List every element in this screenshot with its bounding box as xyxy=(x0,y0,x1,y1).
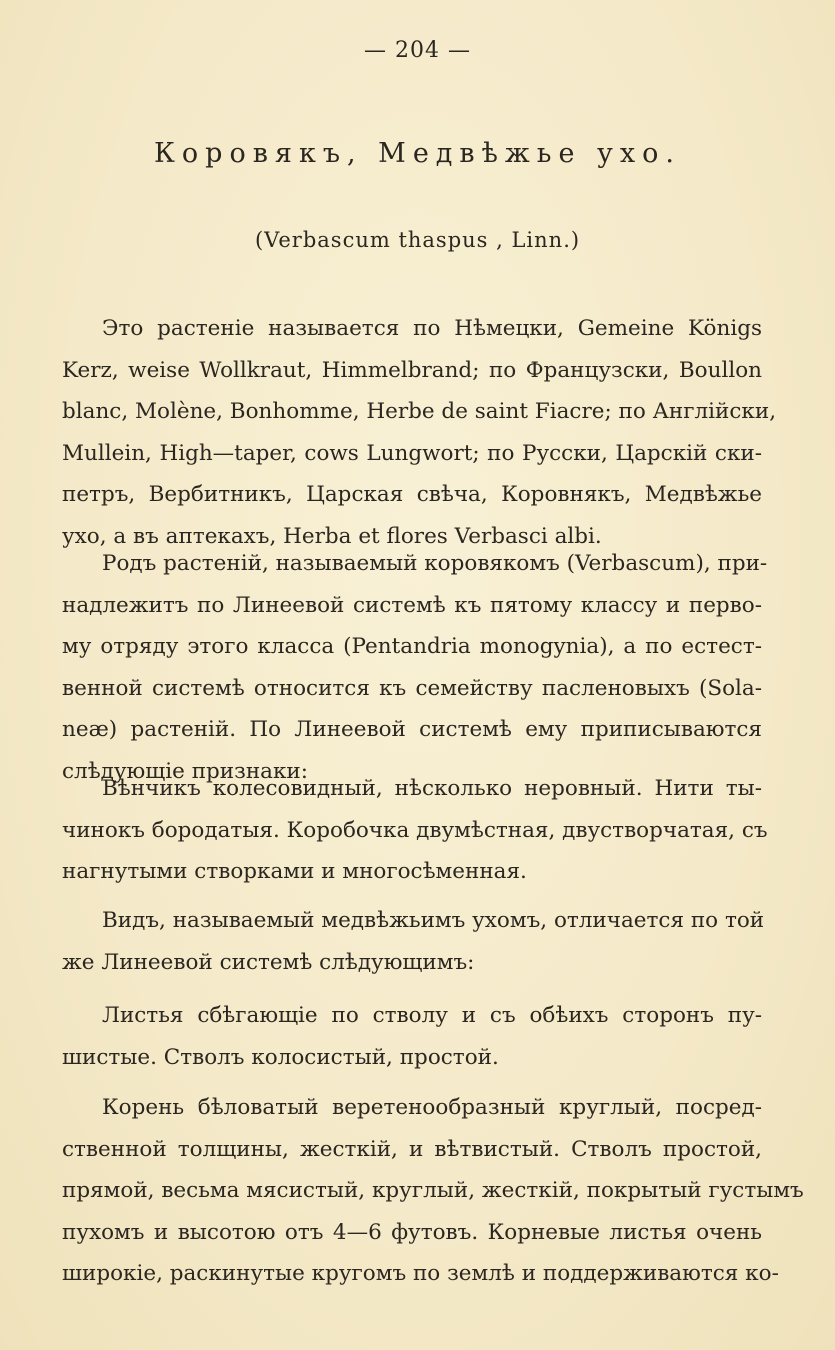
paragraph-species-intro xyxy=(62,900,765,983)
text-line: шистые. Стволъ колосистый, простой. xyxy=(62,1044,499,1070)
text-line: Родъ растеній, называемый коровякомъ (Verbascum), при- xyxy=(102,551,768,576)
text-line: Это растеніе называется по Нѣмецки, Gemeine Königs xyxy=(102,316,762,341)
text-line: широкіе, раскинутые кругомъ по землѣ и поддерживаются ко- xyxy=(62,1261,779,1286)
text-line: же Линеевой системѣ слѣдующимъ: xyxy=(62,949,475,975)
text-line: Листья сбѣгающіе по стволу и съ обѣихъ сторонъ пу- xyxy=(102,1003,762,1028)
text-line: ухо, а въ аптекахъ, Herba et flores Verbasci albi. xyxy=(62,523,602,549)
text-line: Видъ, называемый медвѣжьимъ ухомъ, отличается по той xyxy=(102,908,765,933)
text-line: Корень бѣловатый веретенообразный круглый, посред- xyxy=(102,1095,762,1120)
text-line: слѣдующіе признаки: xyxy=(62,758,309,784)
text-line: прямой, весьма мясистый, круглый, жесткій, покрытый густымъ xyxy=(62,1178,804,1203)
text-line: blanc, Molène, Bonhomme, Herbe de saint Fiacre; по Англійски, xyxy=(62,399,777,424)
text-line: му отряду этого класса (Pentandria monogynia), а по естест- xyxy=(62,634,762,659)
text-line: чинокъ бородатыя. Коробочка двумѣстная, двустворчатая, съ xyxy=(62,817,768,843)
page-number: — 204 — xyxy=(364,38,471,63)
text-line: пухомъ и высотою отъ 4—6 футовъ. Корневые листья очень xyxy=(62,1219,762,1245)
text-line: петръ, Вербитникъ, Царская свѣча, Коровнякъ, Медвѣжье xyxy=(62,482,762,507)
latin-name-subtitle: (Verbascum thaspus , Linn.) xyxy=(254,228,581,252)
text-line: нагнутыми створками и многосѣменная. xyxy=(62,859,527,884)
paragraph-classification xyxy=(62,543,768,792)
article-title: Коровякъ, Медвѣжье ухо. xyxy=(154,138,681,169)
text-line: Kerz, weise Wollkraut, Himmelbrand; по Французски, Boullon xyxy=(62,357,762,383)
paragraph-description xyxy=(62,1087,804,1295)
text-line: Mullein, High—taper, cows Lungwort; по Русски, Царскій ски- xyxy=(62,440,762,466)
paragraph-species-traits xyxy=(62,995,762,1078)
text-line: Вѣнчикъ колесовидный, нѣсколько неровный. Нити ты- xyxy=(102,776,762,801)
text-line: надлежитъ по Линеевой системѣ къ пятому классу и перво- xyxy=(62,592,762,618)
paragraph-names xyxy=(62,308,777,557)
text-line: ственной толщины, жесткій, и вѣтвистый. Стволъ простой, xyxy=(62,1136,762,1162)
paragraph-genus-traits xyxy=(62,768,768,893)
text-line: венной системѣ относится къ семейству пасленовыхъ (Sola- xyxy=(62,675,762,701)
text-line: neæ) растеній. По Линеевой системѣ ему приписываются xyxy=(62,717,762,742)
